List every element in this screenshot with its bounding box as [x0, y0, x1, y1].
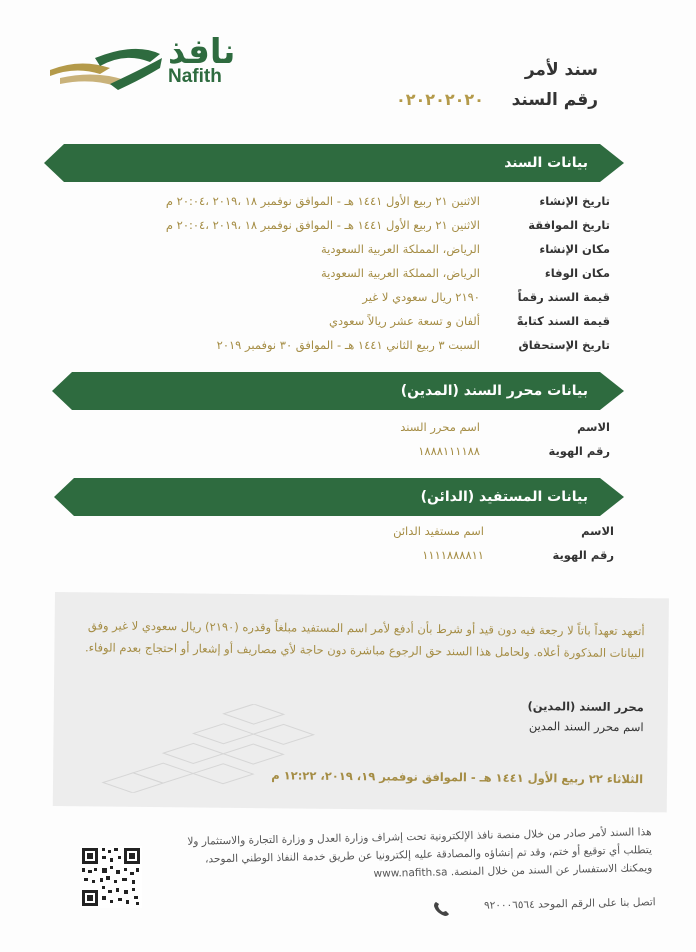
- document-section-title: بيانات السند: [504, 155, 588, 171]
- document-section-banner: [44, 144, 624, 182]
- field-label: رقم الهوية: [552, 548, 614, 562]
- field-value: الرياض، المملكة العربية السعودية: [320, 242, 480, 256]
- field-value: الاثنين ٢١ ربيع الأول ١٤٤١ هـ - الموافق نوفمبر ١٨ ،٢٠١٩ ،٢٠:٠٤ م: [165, 218, 480, 232]
- field-value: الرياض، المملكة العربية السعودية: [320, 266, 480, 280]
- field-label: تاريخ الموافقة: [528, 218, 610, 232]
- document-number-value: ٠٢٠٢٠٢٠٢٠: [396, 90, 484, 109]
- field-row: [150, 420, 610, 436]
- phone-icon: [432, 900, 452, 918]
- document-number-label: رقم السند: [511, 90, 598, 110]
- field-value: ألفان و تسعة عشر ريالاً سعودي: [329, 314, 480, 328]
- field-value: ٢١٩٠ ريال سعودي لا غير: [362, 290, 480, 304]
- field-row: [154, 548, 614, 564]
- field-value: ١١١١٨٨٨٨١١: [422, 548, 484, 562]
- issuer-section-title: بيانات محرر السند (المدين): [400, 383, 588, 399]
- field-row: [154, 524, 614, 540]
- field-row: [150, 444, 610, 460]
- field-label: الاسم: [581, 524, 614, 538]
- pledge-date: الثلاثاء ٢٢ ربيع الأول ١٤٤١ هـ - الموافق نوفمبر ١٩، ٢٠١٩، ١٢:٢٢ م: [271, 768, 644, 787]
- beneficiary-section-banner: [54, 478, 624, 516]
- field-value: اسم محرر السند: [400, 420, 480, 434]
- field-value: السبت ٣ ربيع الثاني ١٤٤١ هـ - الموافق ٣٠ نوفمبر ٢٠١٩: [216, 338, 480, 352]
- debtor-name: اسم محرر السند المدين: [528, 718, 644, 735]
- footer-phone-number: اتصل بنا على الرقم الموحد ٩٢٠٠٠٦٥٦٤: [484, 896, 657, 912]
- field-label: الاسم: [577, 420, 610, 434]
- field-label: تاريخ الإستحقاق: [518, 338, 610, 352]
- field-label: رقم الهوية: [548, 444, 610, 458]
- field-label: مكان الوفاء: [544, 266, 610, 280]
- field-value: اسم مستفيد الدائن: [393, 524, 484, 538]
- field-label: قيمة السند كتابةً: [516, 314, 610, 328]
- logo-arabic-text: نافذ: [168, 32, 236, 72]
- pledge-card: [53, 592, 669, 812]
- document-title: سند لأمر: [524, 60, 598, 80]
- field-row: [150, 290, 610, 306]
- field-value: الاثنين ٢١ ربيع الأول ١٤٤١ هـ - الموافق نوفمبر ١٨ ،٢٠١٩ ،٢٠:٠٤ م: [165, 194, 480, 208]
- qr-code-icon: [80, 846, 142, 908]
- field-row: [150, 218, 610, 234]
- footer-disclaimer: هذا السند لأمر صادر من خلال منصة نافذ الإلكترونية تحت إشراف وزارة العدل و وزارة التجارة والاستثمار ولا يتطلب أي توقيع أو ختم، وقد تم إنشاؤه والمصادقة عليه إلكترونيا عن طريق خدمة النفاذ الوطني الموحد، ويمكنك الاستفسار عن السند من خلال المنصة. www.nafith.sa: [187, 826, 653, 880]
- logo-english-text: Nafith: [168, 66, 222, 87]
- field-label: قيمة السند رقماً: [517, 290, 610, 304]
- debtor-title: محرر السند (المدين): [527, 698, 644, 715]
- field-label: مكان الإنشاء: [539, 242, 610, 256]
- field-row: [150, 314, 610, 330]
- field-row: [150, 338, 610, 354]
- field-row: [150, 242, 610, 258]
- beneficiary-section-title: بيانات المستفيد (الدائن): [420, 489, 588, 505]
- field-row: [150, 194, 610, 210]
- pledge-text: أتعهد تعهداً باتاً لا رجعة فيه دون قيد أو شرط بأن أدفع لأمر اسم المستفيد مبلغاً وقدره (٢١٩٠) ريال سعودي لا غير وفق البيانات المذكورة أعلاه. ولحامل هذا السند حق الرجوع مباشرة دون حاجة لأي مصاريف أو إشعار أو احتجاج بعدم الوفاء.: [84, 618, 645, 661]
- field-row: [150, 266, 610, 282]
- field-value: ١٨٨٨١١١١٨٨: [418, 444, 480, 458]
- issuer-section-banner: [52, 372, 624, 410]
- field-label: تاريخ الإنشاء: [539, 194, 610, 208]
